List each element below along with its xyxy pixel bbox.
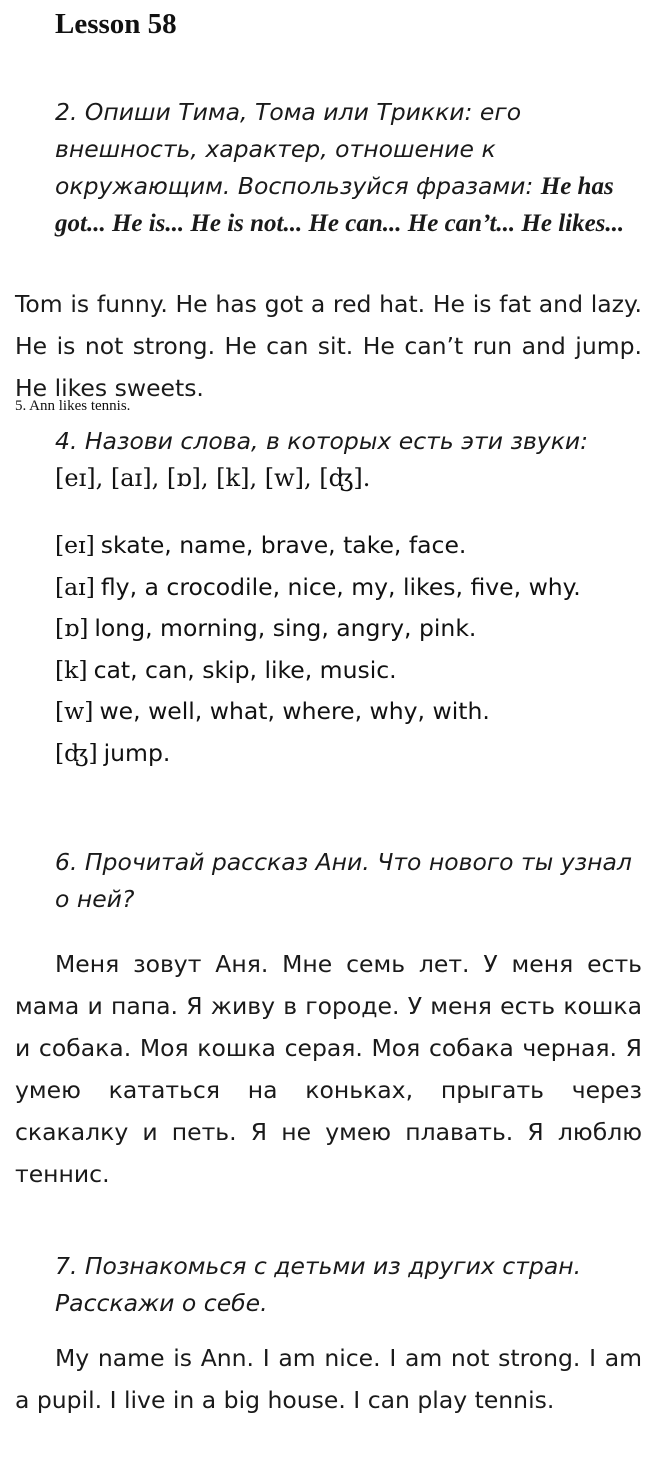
task-6-instruction: 6. Прочитай рассказ Ани. Что нового ты узнал о ней? (55, 848, 632, 913)
sound-row (55, 525, 581, 567)
sound-symbol: [eɪ] (55, 531, 95, 559)
sound-words: long, morning, sing, angry, pink. (94, 614, 477, 642)
note-5: 5. Ann likes tennis. (15, 398, 131, 414)
sound-symbol: [w] (55, 697, 94, 725)
sound-row (55, 608, 581, 650)
sound-row (55, 650, 581, 692)
task-2-text: 2. Опиши Тима, Тома или Трикки: его внешность, характер, отношение к окружающим. Воспользуйся фразами: (55, 98, 541, 200)
sound-words: we, well, what, where, why, with. (99, 697, 490, 725)
sound-word-list (55, 525, 581, 774)
sound-row (55, 733, 581, 775)
task-2-answer: Tom is funny. He has got a red hat. He is fat and lazy. He is not strong. He can sit. He can’t run and jump. He likes sweets. (15, 290, 642, 402)
task-4-instruction: 4. Назови слова, в которых есть эти звуки: (55, 427, 589, 455)
sound-words: skate, name, brave, take, face. (100, 531, 467, 559)
sound-row (55, 691, 581, 733)
task-7-answer: My name is Ann. I am nice. I am not strong. I am a pupil. I live in a big house. I can play tennis. (15, 1344, 642, 1414)
sound-row (55, 567, 581, 609)
sound-words: fly, a crocodile, nice, my, likes, five, why. (100, 572, 581, 601)
task-2-instruction (55, 94, 642, 242)
task-4-sounds: [eɪ], [aɪ], [ɒ], [k], [w], [ʤ]. (55, 464, 371, 492)
sound-symbol: [ɒ] (55, 614, 89, 642)
sound-symbol: [ʤ] (55, 738, 98, 767)
task-6-answer: Меня зовут Аня. Мне семь лет. У меня есть мама и папа. Я живу в городе. У меня есть кошка и собака. Моя кошка серая. Моя собака черная. Я умею кататься на коньках, прыгать через скакалку и петь. Я не умею плавать. Я люблю теннис. (15, 950, 642, 1188)
sound-words: cat, can, skip, like, music. (93, 655, 397, 684)
sound-symbol: [k] (55, 655, 88, 684)
lesson-title: Lesson 58 (55, 8, 177, 40)
task-7-instruction: 7. Познакомься с детьми из других стран. Расскажи о себе. (55, 1252, 582, 1317)
task-2-phrases: He has got... He is... He is not... He can... He can’t... He likes... (55, 173, 625, 237)
sound-words: jump. (103, 738, 171, 767)
sound-symbol: [aɪ] (55, 572, 95, 601)
